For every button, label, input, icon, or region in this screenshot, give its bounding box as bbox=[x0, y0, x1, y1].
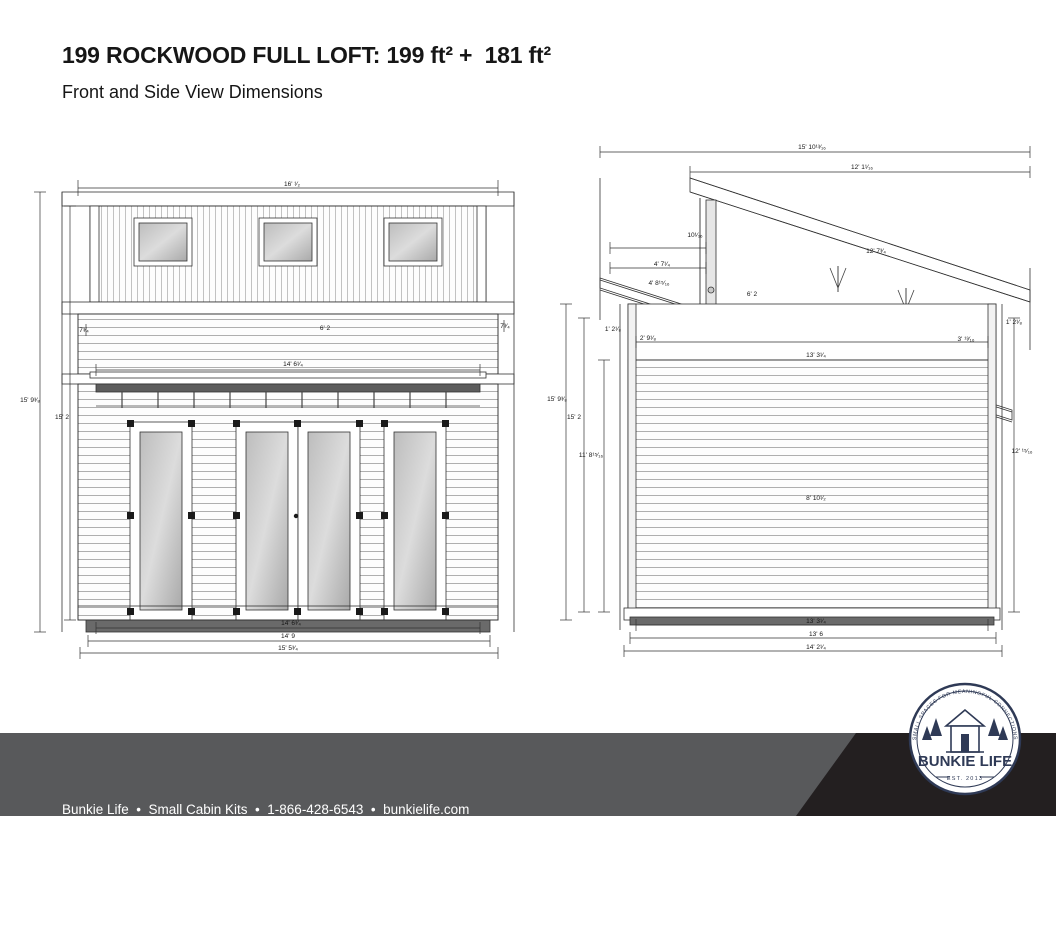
elevation-drawings bbox=[0, 120, 1056, 720]
dim-front-base-width: 14' 9 bbox=[281, 633, 295, 640]
dim-front-top-width: 16' ¹⁄₂ bbox=[283, 181, 301, 188]
front-side-glazing-right bbox=[381, 420, 449, 620]
loft-window bbox=[259, 218, 317, 266]
front-double-door bbox=[233, 420, 363, 620]
side-elevation-geometry bbox=[560, 146, 1033, 657]
front-elevation-geometry bbox=[34, 180, 514, 659]
dim-front-wall-height: 15' 2 bbox=[55, 414, 69, 421]
dim-side-rafter-length: 12' 7³⁄₄ bbox=[866, 248, 886, 255]
dim-side-overhang-b: 4' 8¹⁵⁄₁₆ bbox=[648, 280, 670, 287]
dim-front-loft-height: 6' 2 bbox=[319, 325, 331, 332]
dim-side-overall-length: 15' 10¹³⁄₁₆ bbox=[798, 144, 826, 151]
page-subtitle: Front and Side View Dimensions bbox=[62, 82, 323, 102]
dim-side-wall-width: 13' 3¹⁄₄ bbox=[806, 352, 826, 359]
front-side-glazing-left bbox=[127, 420, 195, 620]
bunkie-life-logo bbox=[896, 670, 1034, 808]
footer-contact bbox=[62, 752, 469, 936]
dim-side-base-c: 14' 2¹⁄₄ bbox=[806, 644, 826, 651]
dim-side-plate-height: 11' 8¹⁵⁄₁₆ bbox=[578, 452, 604, 459]
footer-line-1: Bunkie Life • Small Cabin Kits • 1-866-428-6543 • bunkielife.com bbox=[62, 802, 470, 817]
dim-side-wall-height: 15' 2 bbox=[567, 414, 581, 421]
dim-side-base-a: 13' 3¹⁄₄ bbox=[806, 618, 826, 625]
dim-side-ridge-offset: 10¹⁄₁₆ bbox=[687, 232, 703, 239]
loft-window bbox=[384, 218, 442, 266]
logo-tagline: SMALL SPACES FOR MEANINGFUL CONNECTIONS bbox=[912, 688, 1018, 741]
logo-name: BUNKIE LIFE bbox=[917, 753, 1013, 770]
dim-front-loft-width: 14' 6¹⁄₄ bbox=[283, 361, 303, 368]
dim-side-eave-left: 1' 2¹⁄₈ bbox=[604, 326, 622, 333]
dim-side-base-b: 13' 6 bbox=[809, 631, 823, 638]
dim-side-wall-offset: 3' ¹³⁄₁₆ bbox=[957, 336, 975, 343]
dim-side-door-height: 8' 10¹⁄₂ bbox=[806, 495, 826, 502]
dim-front-deck-width: 15' 5³⁄₄ bbox=[278, 645, 298, 652]
dim-side-loft-height: 6' 2 bbox=[746, 291, 758, 298]
dim-side-porch-depth: 2' 9¹⁄₈ bbox=[639, 335, 657, 342]
dim-side-overall-height: 15' 9³⁄₈ bbox=[547, 396, 567, 403]
dim-side-right-height: 12' ¹⁵⁄₁₆ bbox=[1011, 448, 1033, 455]
dim-side-roof-run: 12' 1¹⁄₁₆ bbox=[851, 164, 873, 171]
footer-line-2: As Seen on Dragons Den & HGTV • Shipping in Canada & USA bbox=[62, 871, 451, 886]
dim-front-overall-height: 15' 9³⁄₈ bbox=[20, 397, 40, 404]
page-title: 199 ROCKWOOD FULL LOFT: 199 ft² + 181 ft² bbox=[62, 42, 551, 68]
dim-front-door-width: 14' 6³⁄₄ bbox=[281, 620, 301, 627]
dim-front-right-eave: 7³⁄₄ bbox=[500, 323, 510, 330]
dim-front-left-eave: 7³⁄₄ bbox=[79, 327, 89, 334]
logo-est: EST. 2013 bbox=[946, 776, 984, 782]
dim-side-eave-right: 1' 2¹⁄₈ bbox=[1005, 319, 1023, 326]
dim-side-overhang-a: 4' 7¹⁄₄ bbox=[653, 261, 671, 268]
loft-window bbox=[134, 218, 192, 266]
